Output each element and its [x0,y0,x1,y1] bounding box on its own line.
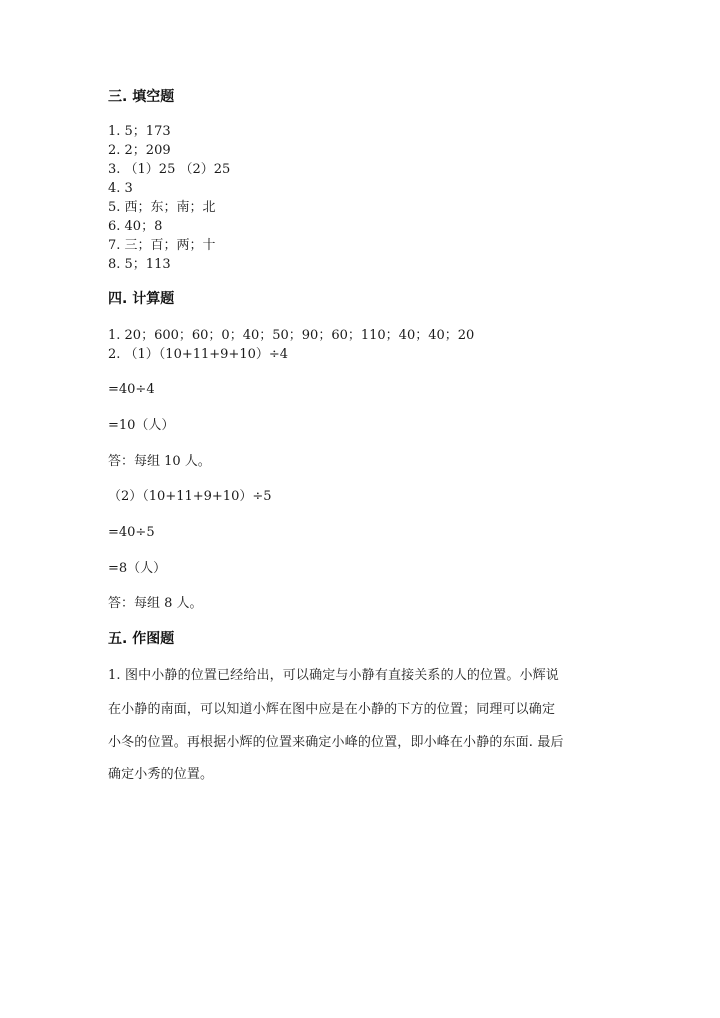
fill-blank-answer-7: 7. 三；百；两；十 [108,238,216,253]
drawing-explanation-line-1: 1. 图中小静的位置已经给出，可以确定与小静有直接关系的人的位置。小辉说 [108,668,559,683]
section-heading-drawing: 五. 作图题 [108,631,175,647]
fill-blank-answer-4: 4. 3 [108,181,133,196]
calc-answer-2-part1: 2. （1）（10+11+9+10）÷4 [108,347,289,362]
section-heading-fill-blank: 三. 填空题 [108,89,175,105]
drawing-explanation-line-2: 在小静的南面，可以知道小辉在图中应是在小静的下方的位置；同理可以确定 [108,702,556,717]
fill-blank-answer-2: 2. 2；209 [108,143,171,158]
calc-step: =40÷5 [108,525,155,540]
fill-blank-answer-1: 1. 5；173 [108,124,171,139]
section-heading-calculation: 四. 计算题 [108,291,175,307]
calc-answer-statement: 答：每组 8 人。 [108,596,203,611]
calc-result: =8（人） [108,561,167,576]
calc-answer-1: 1. 20；600；60；0；40；50；90；60；110；40；40；20 [108,328,475,343]
drawing-explanation-line-4: 确定小秀的位置。 [108,767,214,782]
fill-blank-answer-8: 8. 5；113 [108,257,171,272]
calc-answer-statement: 答：每组 10 人。 [108,454,211,469]
calc-answer-2-part2: （2）（10+11+9+10）÷5 [108,489,272,504]
fill-blank-answer-6: 6. 40；8 [108,219,163,234]
calc-step: =40÷4 [108,382,155,397]
fill-blank-answer-3: 3. （1）25 （2）25 [108,162,231,177]
drawing-explanation-line-3: 小冬的位置。再根据小辉的位置来确定小峰的位置，即小峰在小静的东面. 最后 [108,735,564,750]
calc-result: =10（人） [108,418,175,433]
fill-blank-answer-5: 5. 西；东；南；北 [108,200,216,215]
